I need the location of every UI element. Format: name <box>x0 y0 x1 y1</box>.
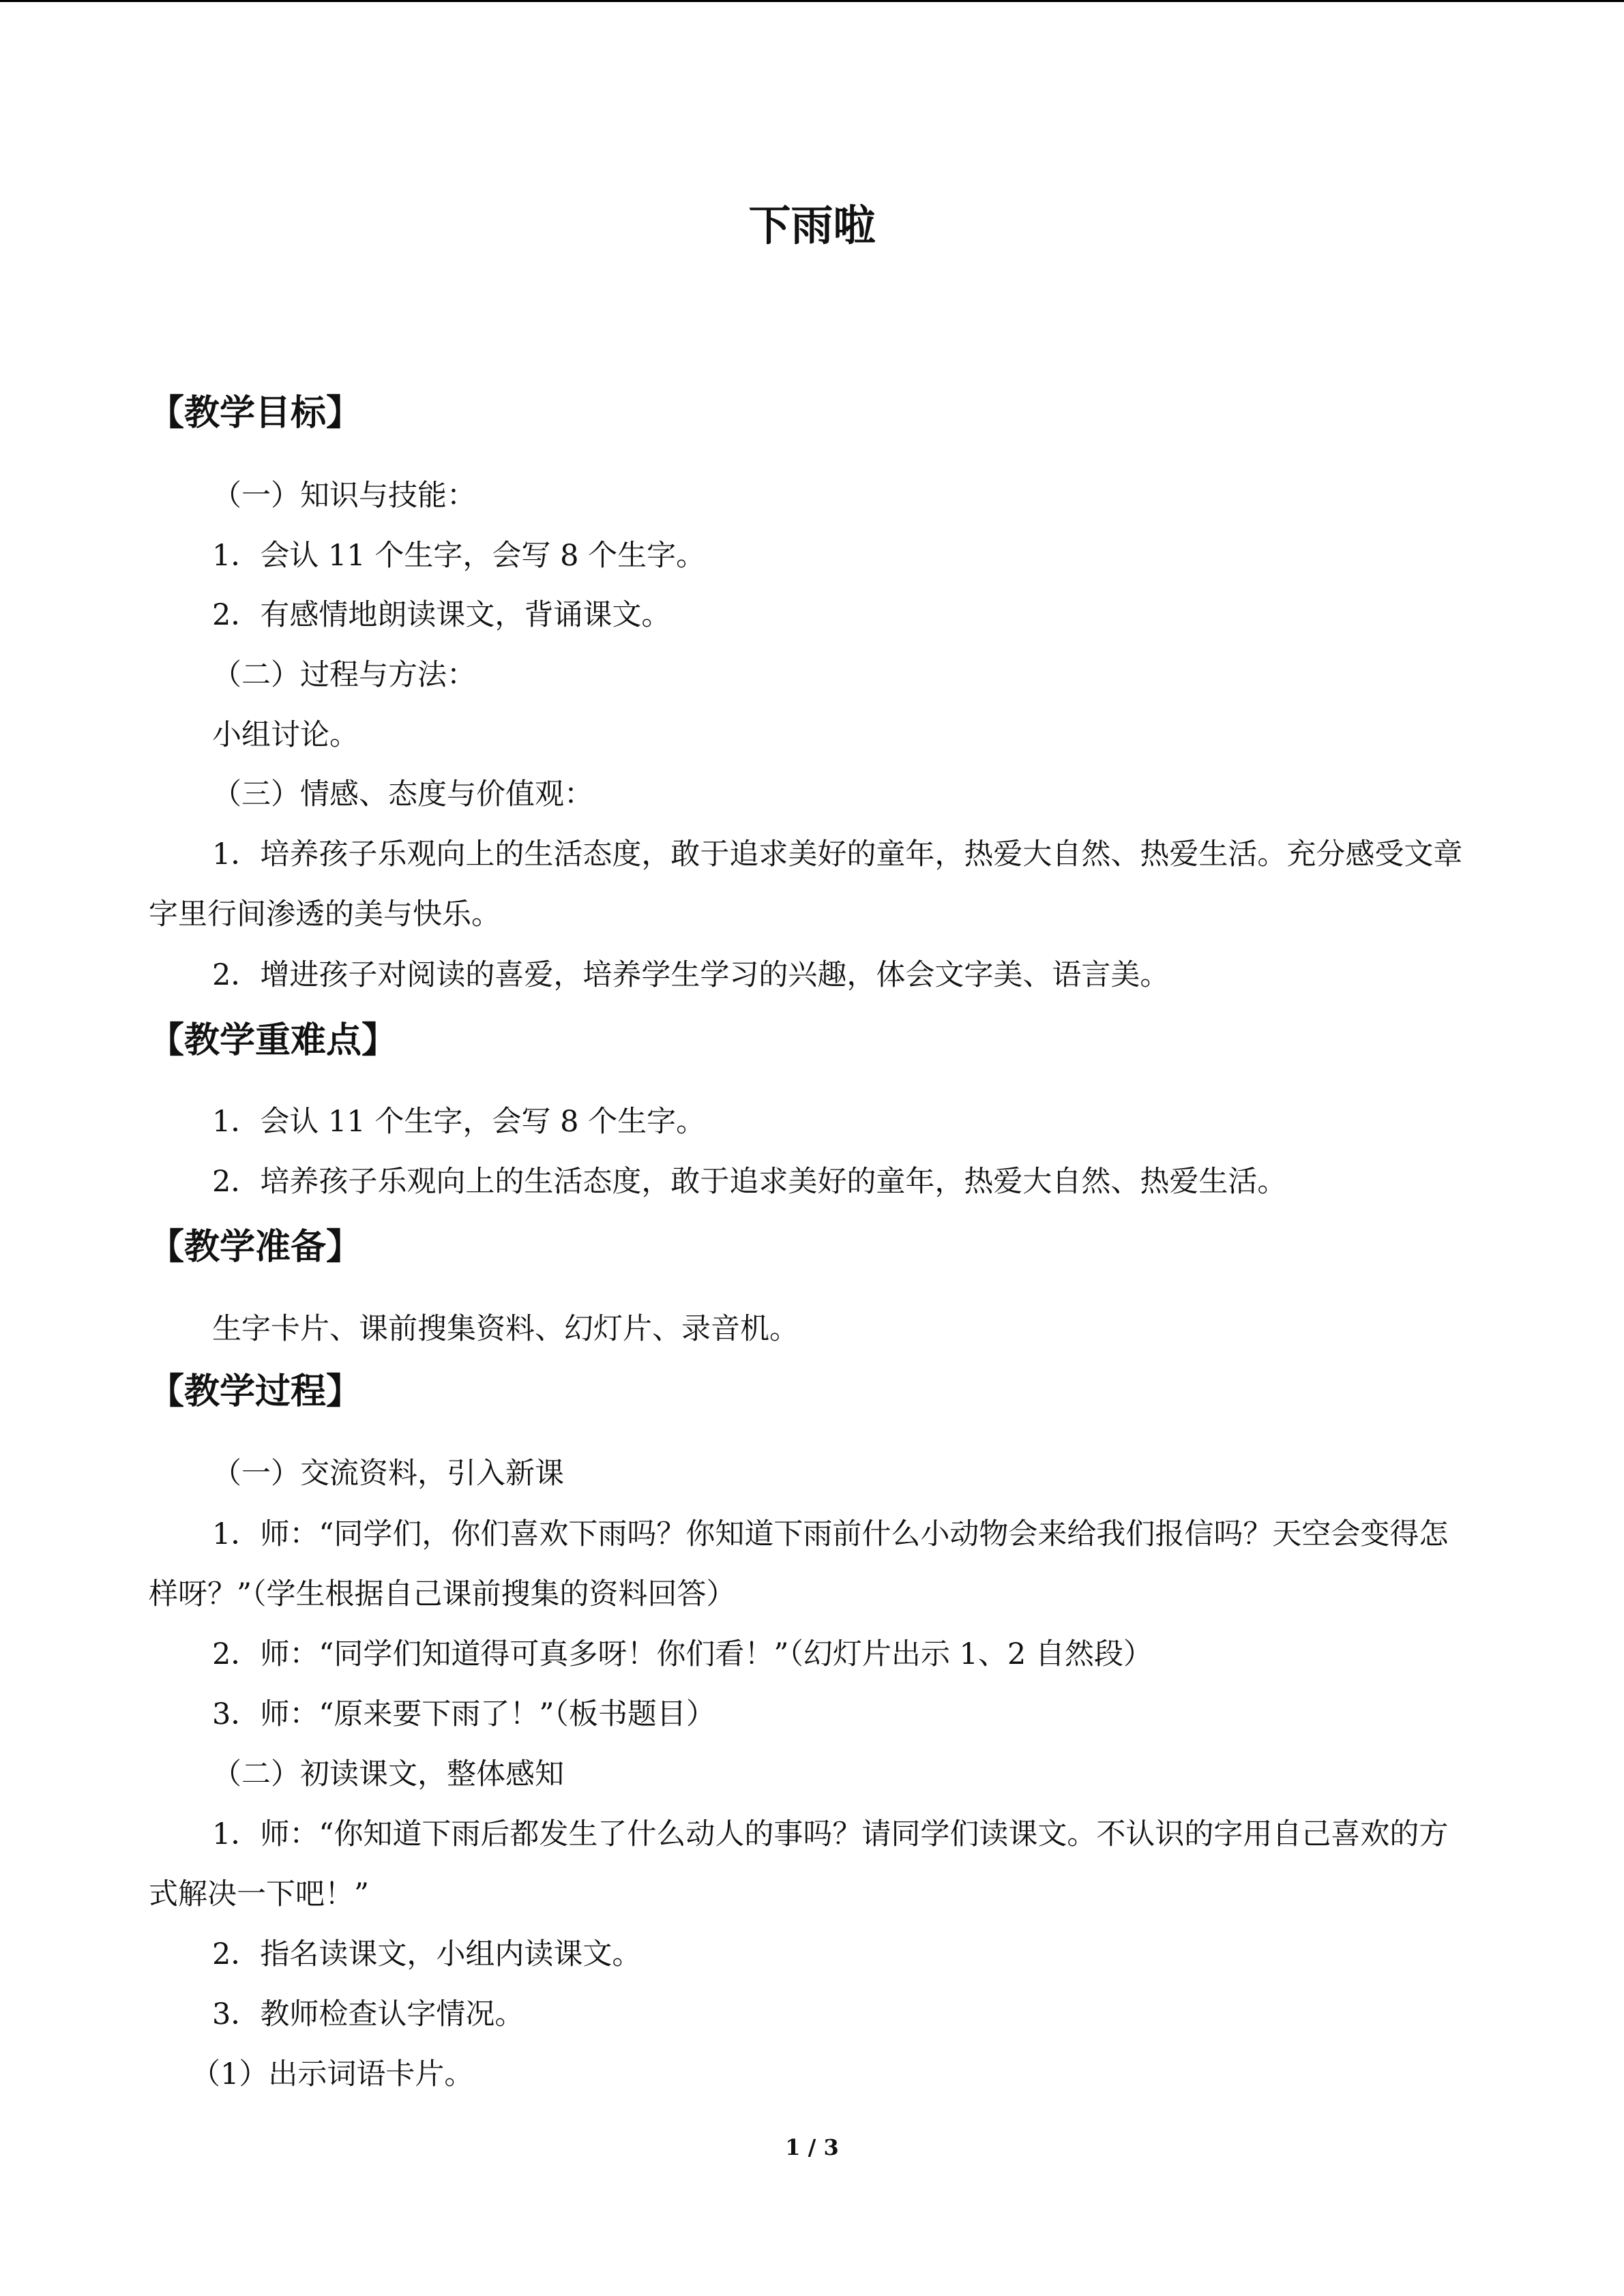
paragraph: 2．师：“同学们知道得可真多呀！你们看！”（幻灯片出示 1、2 自然段） <box>212 1637 1153 1671</box>
paragraph: 3．教师检查认字情况。 <box>212 1997 525 2031</box>
section-heading-key-points: 【教学重难点】 <box>149 1020 398 1061</box>
section-heading-objectives: 【教学目标】 <box>149 393 362 434</box>
document-title: 下雨啦 <box>748 200 876 250</box>
paragraph: 1．会认 11 个生字，会写 8 个生字。 <box>212 539 706 573</box>
paragraph: （一）知识与技能： <box>212 479 476 513</box>
paragraph: 小组讨论。 <box>212 718 359 752</box>
document-page <box>149 0 1475 2296</box>
paragraph: 2．增进孩子对阅读的喜爱，培养学生学习的兴趣，体会文字美、语言美。 <box>212 958 1170 992</box>
paragraph: 2．培养孩子乐观向上的生活态度，敢于追求美好的童年，热爱大自然、热爱生活。 <box>212 1165 1287 1199</box>
paragraph: （二）过程与方法： <box>212 658 476 692</box>
paragraph: 生字卡片、课前搜集资料、幻灯片、录音机。 <box>212 1312 799 1346</box>
paragraph: 3．师：“原来要下雨了！”（板书题目） <box>212 1697 715 1731</box>
paragraph: （1）出示词语卡片。 <box>191 2057 474 2091</box>
paragraph: 2．指名读课文，小组内读课文。 <box>212 1937 642 1971</box>
section-heading-process: 【教学过程】 <box>149 1371 362 1412</box>
page-number: 1 / 3 <box>785 2134 839 2160</box>
paragraph: （三）情感、态度与价值观： <box>212 777 593 811</box>
paragraph: 2．有感情地朗读课文，背诵课文。 <box>212 598 671 632</box>
paragraph: （二）初读课文，整体感知 <box>212 1757 564 1791</box>
section-heading-preparation: 【教学准备】 <box>149 1227 362 1268</box>
paragraph: （一）交流资料，引入新课 <box>212 1457 564 1491</box>
paragraph: 1．培养孩子乐观向上的生活态度，敢于追求美好的童年，热爱大自然、热爱生活。充分感受文章字里行间渗透的美与快乐。 <box>149 837 1463 931</box>
paragraph: 1．师：“同学们，你们喜欢下雨吗？你知道下雨前什么小动物会来给我们报信吗？天空会变得怎样呀？”（学生根据自己课前搜集的资料回答） <box>149 1517 1449 1611</box>
paragraph: 1．会认 11 个生字，会写 8 个生字。 <box>212 1105 706 1139</box>
paragraph: 1．师：“你知道下雨后都发生了什么动人的事吗？请同学们读课文。不认识的字用自己喜欢的方式解决一下吧！” <box>149 1817 1449 1911</box>
